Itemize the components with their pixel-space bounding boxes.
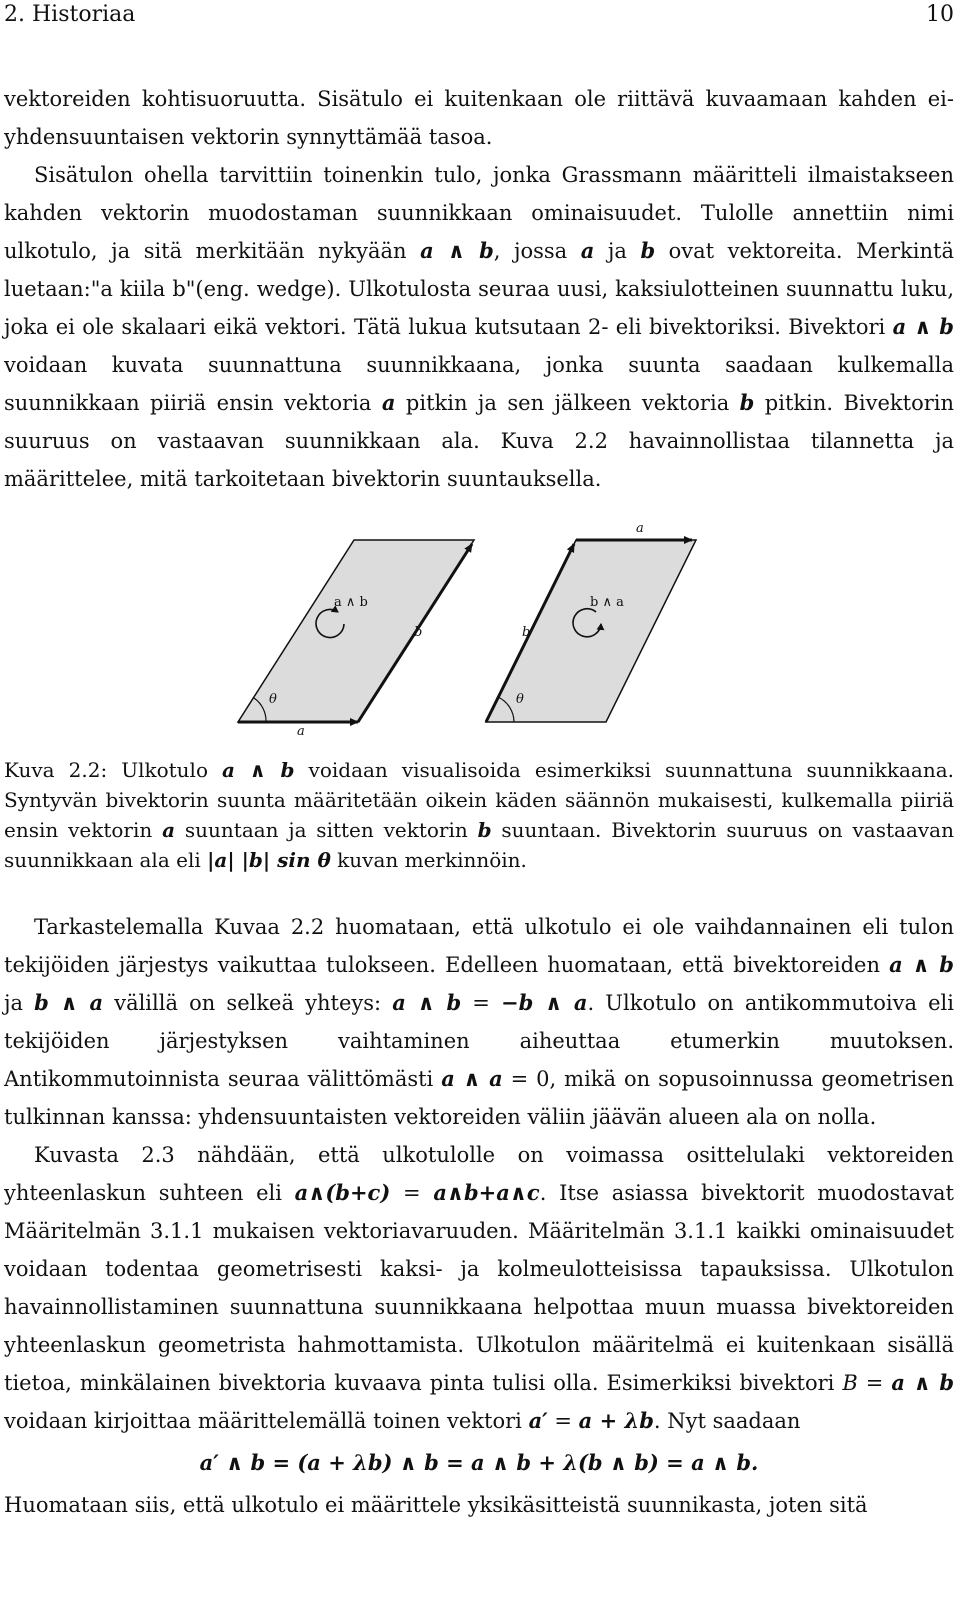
display-equation: a′ ∧ b = (a + λb) ∧ b = a ∧ b + λ(b ∧ b) = a ∧ b. (199, 1450, 759, 1475)
math-a-wedge-b: a ∧ b (889, 952, 954, 977)
math-b: b (640, 238, 656, 263)
section-title: 2. Historiaa (4, 2, 136, 27)
math-a-wedge-b: a ∧ b (420, 238, 494, 263)
parallelogram-right (486, 521, 696, 722)
bivector-figure (4, 520, 954, 760)
label-theta-left: θ (269, 692, 277, 707)
math-a-wedge-b: a ∧ b (891, 1370, 955, 1395)
main-text-block (4, 908, 954, 1524)
label-b-wedge-a: b ∧ a (590, 595, 624, 610)
math-b-wedge-a: b ∧ a (34, 990, 104, 1015)
paragraph-2: Tarkastelemalla Kuvaa 2.2 huomataan, että ulkotulo ei ole vaihdannainen eli tulon tekijöiden järjestys vaikuttaa tulokseen. Edelleen huomataan, että bivektoreiden a ∧ b ja b ∧ a välillä on selkeä yhteys: a ∧ b = −b ∧ a. Ulkotulo on antikommutoiva eli tekijöiden järjestyksen vaihtaminen aiheuttaa etumerkin muutoksen. Antikommutoinnista seuraa välittömästi a ∧ a = 0, mikä on sopusoinnussa geometrisen tulkinnan kanssa: yhdensuuntaisten vektoreiden väliin jäävän alueen ala on nolla. (4, 915, 954, 1129)
label-a-wedge-b: a ∧ b (334, 595, 368, 610)
page-number: 10 (926, 2, 954, 27)
label-a-bottom: a (297, 724, 305, 739)
paragraph-4: Huomataan siis, että ulkotulo ei määrittele yksikäsitteistä suunnikasta, joten sitä (4, 1493, 868, 1517)
label-a-top: a (636, 521, 644, 536)
label-b-left: b (414, 625, 423, 640)
math-a-prime: a′ (528, 1408, 548, 1433)
math-a-wedge-b: a ∧ b (222, 758, 295, 782)
parallelogram-left (238, 540, 474, 739)
math-neg-b-wedge-a: −b ∧ a (501, 990, 588, 1015)
math-abs-sin: |a| |b| sin θ (207, 848, 331, 872)
math-a: a (381, 390, 396, 415)
math-a-wedge-b: a ∧ b (392, 990, 462, 1015)
paragraph-1a: vektoreiden kohtisuoruutta. Sisätulo ei kuitenkaan ole riittävä kuvaamaan kahden ei-yhdensuuntaisen vektorin synnyttämää tasoa. (4, 87, 954, 149)
math-a: a (162, 818, 176, 842)
label-theta-right: θ (516, 692, 524, 707)
math-distributive-lhs: a∧(b+c) (294, 1180, 391, 1205)
math-B: B (842, 1371, 858, 1395)
math-b: b (739, 390, 755, 415)
math-a-wedge-a: a ∧ a (441, 1066, 503, 1091)
running-header (4, 2, 954, 32)
math-a: a (580, 238, 595, 263)
math-a-plus-lambda-b: a + λb (578, 1408, 654, 1433)
label-b-right: b (522, 625, 531, 640)
math-distributive-rhs: a∧b+a∧c (433, 1180, 540, 1205)
paragraph-3: Kuvasta 2.3 nähdään, että ulkotulolle on voimassa osittelulaki vektoreiden yhteenlaskun suhteen eli a∧(b+c) = a∧b+a∧c. Itse asiassa bivektorit muodostavat Määritelmän 3.1.1 mukaisen vektoriavaruuden. Määritelmän 3.1.1 kaikki ominaisuudet voidaan todentaa geometrisesti kaksi- ja kolmeulotteisissa tapauksissa. Ulkotulon havainnollistaminen suunnattuna suunnikkaana helpottaa muun muassa bivektoreiden yhteenlaskun geometrista hahmottamista. Ulkotulon määritelmä ei kuitenkaan sisällä tietoa, minkälainen bivektoria kuvaava pinta tulisi olla. Esimerkiksi bivektori B = a ∧ b voidaan kirjoittaa määrittelemällä toinen vektori a′ = a + λb. Nyt saadaan (4, 1143, 955, 1433)
math-b: b (477, 818, 492, 842)
math-a-wedge-b: a ∧ b (892, 314, 954, 339)
paragraph-1b: Sisätulon ohella tarvittiin toinenkin tulo, jonka Grassmann määritteli ilmaistakseen kahden vektorin muodostaman suunnikkaan ominaisuudet. Tulolle annettiin nimi ulkotulo, ja sitä merkitään nykyään a ∧ b, jossa a ja b ovat vektoreita. Merkintä luetaan:"a kiila b"(eng. wedge). Ulkotulosta seuraa uusi, kaksiulotteinen suunnattu luku, joka ei ole skalaari eikä vektori. Tätä lukua kutsutaan 2- eli bivektoriksi. Bivektori a ∧ b voidaan kuvata suunnattuna suunnikkaana, jonka suunta saadaan kulkemalla suunnikkaan piiriä ensin vektoria a pitkin ja sen jälkeen vektoria b pitkin. Bivektorin suuruus on vastaavan suunnikkaan ala. Kuva 2.2 havainnollistaa tilannetta ja määrittelee, mitä tarkoitetaan bivektorin suuntauksella. (4, 163, 954, 491)
intro-text-block (4, 80, 954, 498)
figure-caption: Kuva 2.2: Ulkotulo a ∧ b voidaan visualisoida esimerkiksi suunnattuna suunnikkaana. Syntyvän bivektorin suunta määritetään oikein käden säännön mukaisesti, kulkemalla piiriä ensin vektorin a suuntaan ja sitten vektorin b suuntaan. Bivektorin suuruus on vastaavan suunnikkaan ala eli |a| |b| sin θ kuvan merkinnöin. (4, 758, 954, 872)
